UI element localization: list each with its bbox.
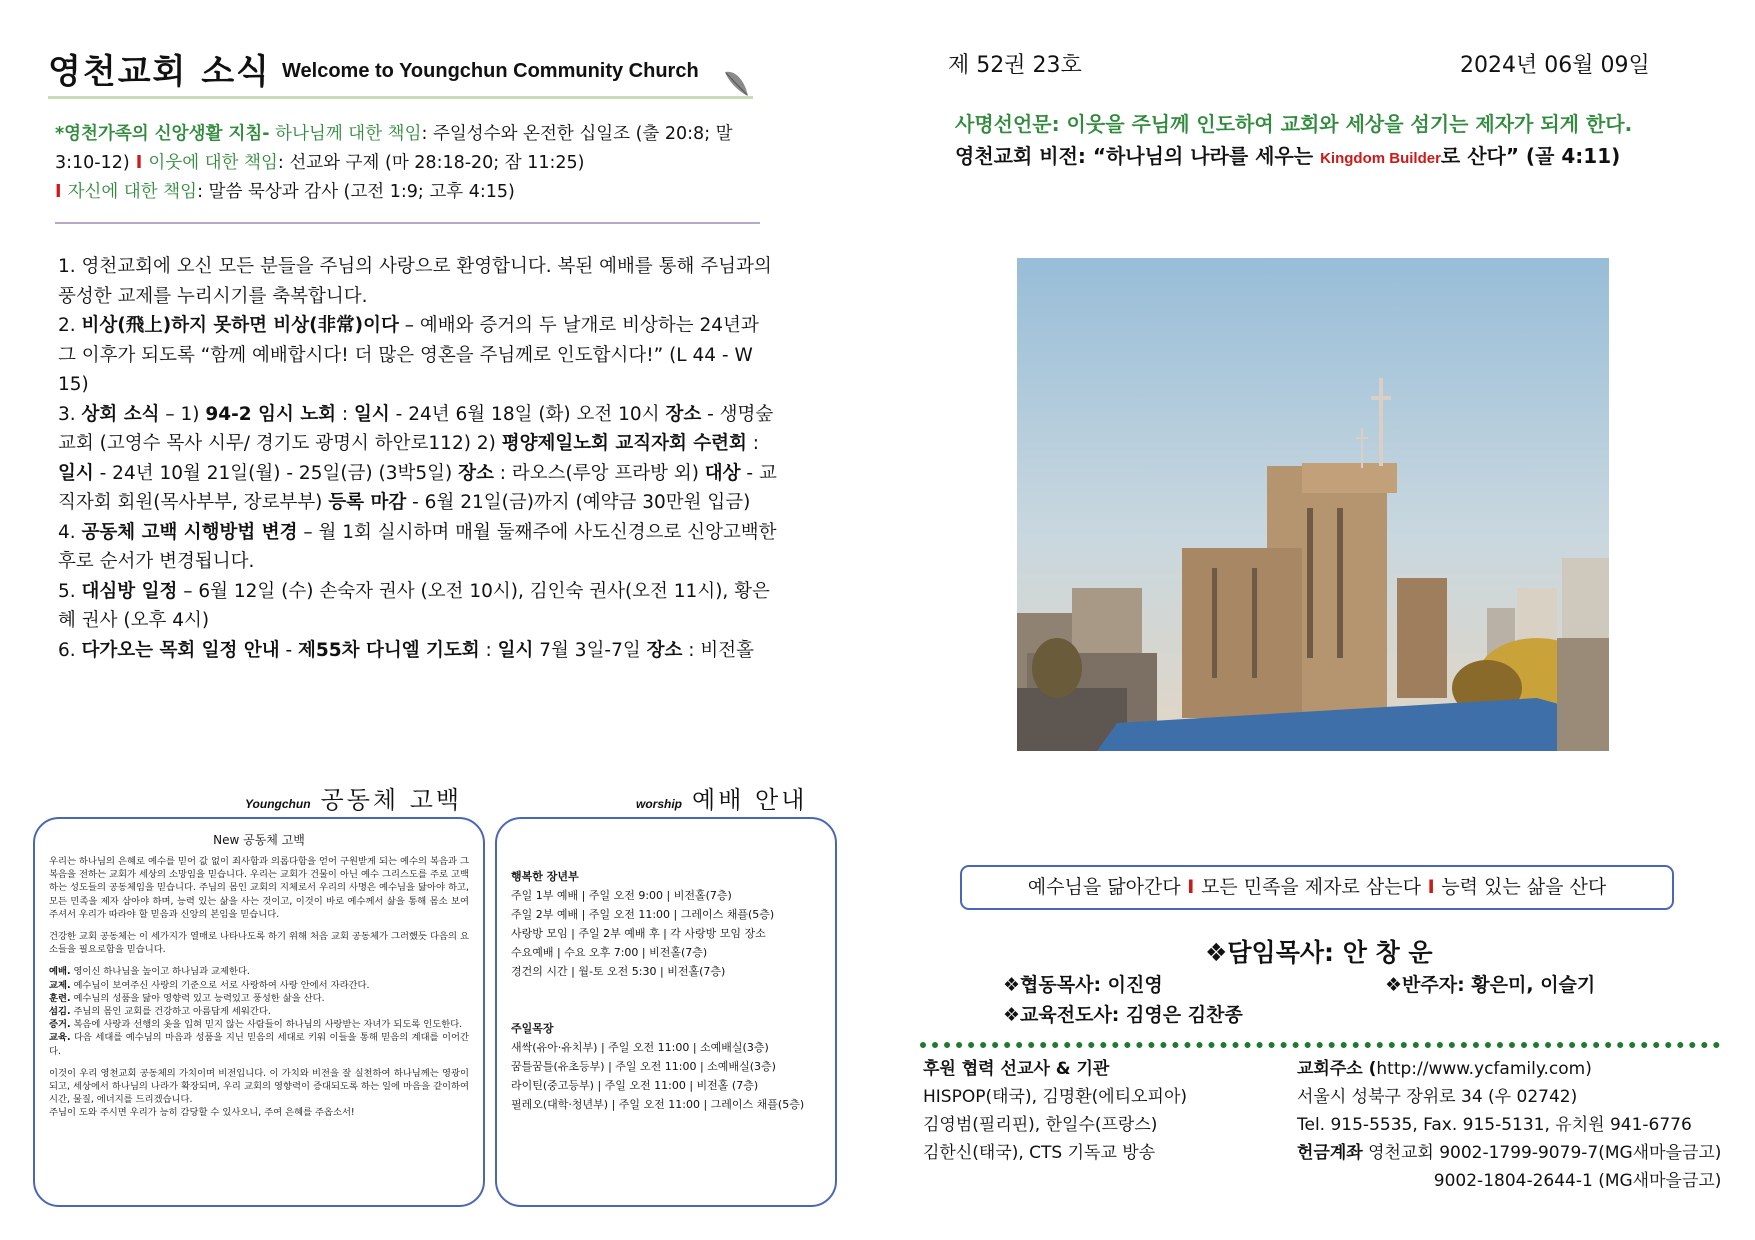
address-heading: 교회주소 (http://www.ycfamily.com) bbox=[1297, 1059, 1592, 1079]
guideline-god-text: : 주일성수와 온전한 십일조 (출 20:8; 말 3:10-12) bbox=[55, 124, 733, 173]
senior-pastor: ❖담임목사: 안 창 운 bbox=[1205, 938, 1433, 967]
vision-statement: 영천교회 비전: “하나님의 나라를 세우는 Kingdom Builder로 산다” (골 4:11) bbox=[955, 144, 1621, 168]
faith-guidelines bbox=[55, 120, 765, 207]
supported-missionaries bbox=[923, 1055, 1187, 1167]
schedule-row: 꿈틀꿈틀(유초등부) | 주일 오전 11:00 | 소예배실(3층) bbox=[511, 1060, 776, 1073]
guideline-god-label: 하나님께 대한 책임 bbox=[269, 124, 422, 144]
church-building-photo bbox=[1017, 258, 1609, 751]
support-line: 김영범(필리핀), 한일수(프랑스) bbox=[923, 1115, 1158, 1135]
announcement-3: 3. 상회 소식 – 1) 94-2 임시 노회 : 일시 - 24년 6월 18일 (화) 오전 10시 장소 - 생명숲교회 (고영수 목사 시무/ 경기도 광명시 하안로112) 2) 평양제일노회 교직자회 수련회 : 일시 - 24년 10월 21일(월) - 25일(금) (3박5일) 장소 : 라오스(루앙 프라방 외) 대상 - 교직자회 회원(목사부부, 장로부부) 등록 마감 - 6월 21일(금)까지 (예약금 30만원 입금) bbox=[58, 403, 777, 513]
announcement-6: 6. 다가오는 목회 일정 안내 - 제55차 다니엘 기도회 : 일시 7월 3일-7일 장소 : 비전홀 bbox=[58, 639, 754, 661]
support-heading: 후원 협력 선교사 & 기관 bbox=[923, 1059, 1110, 1079]
church-address bbox=[1297, 1055, 1721, 1195]
confession-box bbox=[33, 817, 485, 1207]
guidelines-lead: *영천가족의 신앙생활 지침- bbox=[55, 124, 270, 144]
phone-numbers: Tel. 915-5535, Fax. 915-5131, 유치원 941-6776 bbox=[1297, 1115, 1692, 1135]
support-line: HISPOP(태국), 김명환(에티오피아) bbox=[923, 1087, 1188, 1107]
postal-address: 서울시 성북구 장위로 34 (우 02742) bbox=[1297, 1087, 1578, 1107]
guideline-self-label: 자신에 대한 책임 bbox=[67, 182, 198, 202]
schedule-row: 경건의 시간 | 월-토 오전 5:30 | 비전홀(7층) bbox=[511, 965, 726, 978]
guideline-self-text: : 말씀 묵상과 감사 (고전 1:9; 고후 4:15) bbox=[197, 182, 515, 202]
offering-account: 헌금계좌 영천교회 9002-1799-9079-7(MG새마을금고) bbox=[1297, 1143, 1722, 1163]
confession-paragraph: 건강한 교회 공동체는 이 세가지가 열매로 나타나도록 하기 위해 처음 교회 공동체가 그러했듯 다음의 요소들을 필요로함을 믿습니다. bbox=[49, 931, 469, 956]
announcement-4: 4. 공동체 고백 시행방법 변경 – 월 1회 실시하며 매월 둘째주에 사도신경으로 신앙고백한 후로 순서가 변경됩니다. bbox=[58, 521, 777, 572]
header-divider bbox=[48, 96, 753, 99]
church-motto: 예수님을 닮아간다 I 모든 민족을 제자로 삼는다 I 능력 있는 삶을 산다 bbox=[960, 865, 1674, 910]
newsletter-subtitle: Welcome to Youngchun Community Church bbox=[282, 60, 699, 82]
issue-number: 제 52권 23호 bbox=[948, 53, 1082, 78]
guideline-neighbor-text: : 선교와 구제 (마 28:18-20; 잠 11:25) bbox=[277, 153, 585, 173]
accompanist: ❖반주자: 황은미, 이슬기 bbox=[1385, 974, 1596, 996]
schedule-row: 라이틴(중고등부) | 주일 오전 11:00 | 비전홀 (7층) bbox=[511, 1079, 759, 1092]
guidelines-divider bbox=[55, 222, 760, 224]
worship-section-label: worship 예배 안내 bbox=[636, 786, 808, 814]
mission-statement: 사명선언문: 이웃을 주님께 인도하여 교회와 세상을 섬기는 제자가 되게 한다. bbox=[955, 112, 1633, 136]
worship-box bbox=[495, 817, 837, 1207]
confession-paragraph: 주님이 도와 주시면 우리가 능히 감당할 수 있사오니, 주여 은혜를 주옵소서! bbox=[49, 1107, 355, 1119]
confession-title: New 공동체 고백 bbox=[213, 833, 305, 847]
schedule-row: 주일 1부 예배 | 주일 오전 9:00 | 비전홀(7층) bbox=[511, 889, 732, 902]
confession-paragraph: 우리는 하나님의 은혜로 예수를 믿어 값 없이 죄사함과 의롭다함을 얻어 구원받게 되는 예수의 복음과 그 복음을 전하는 교회가 세상의 소망임을 믿습니다. 우리는 교회가 건물이 아닌 예수 그리스도를 주로 고백하는 성도들의 공동체임을 믿습니다. 주님의 몸인 교회의 지체로서 우리의 사명은 예수님을 닮아야 하고, 모든 민족을 제자 삼아야 하며, 능력 있는 삶을 사는 것이고, 이것이 바로 예수께서 삶을 통해 몸소 보여주셔서 우리가 따라야 할 믿음과 신앙의 본임을 믿습니다. bbox=[49, 856, 469, 920]
schedule-row: 주일 2부 예배 | 주일 오전 11:00 | 그레이스 채플(5층) bbox=[511, 908, 775, 921]
website-link[interactable]: http://www.ycfamily.com) bbox=[1376, 1059, 1592, 1079]
schedule-row: 새싹(유아·유치부) | 주일 오전 11:00 | 소예배실(3층) bbox=[511, 1041, 769, 1054]
support-line: 김한신(태국), CTS 기독교 방송 bbox=[923, 1143, 1156, 1163]
dotted-divider bbox=[920, 1042, 1720, 1048]
newsletter-title: 영천교회 소식 bbox=[48, 52, 271, 92]
announcement-2: 2. 비상(飛上)하지 못하면 비상(非常)이다 – 예배와 증거의 두 날개로 비상하는 24년과 그 이후가 되도록 “함께 예배합시다! 더 많은 영혼을 주님께로 인도합시다!” (L 44 - W 15) bbox=[58, 315, 759, 395]
sunday-school-heading: 주일목장 bbox=[511, 1022, 554, 1035]
adult-dept-heading: 행복한 장년부 bbox=[511, 870, 579, 883]
guideline-separator: I bbox=[55, 182, 68, 202]
schedule-row: 수요예배 | 수요 오후 7:00 | 비전홀(7층) bbox=[511, 946, 708, 959]
schedule-row: 필레오(대학·청년부) | 주일 오전 11:00 | 그레이스 채플(5층) bbox=[511, 1098, 805, 1111]
offering-account-2: 9002-1804-2644-1 (MG새마을금고) bbox=[1433, 1171, 1722, 1191]
worship-schedule bbox=[511, 857, 831, 1114]
announcement-5: 5. 대심방 일정 – 6월 12일 (수) 손숙자 권사 (오전 10시), 김인숙 권사(오전 11시), 황은혜 권사 (오후 4시) bbox=[58, 580, 770, 631]
feather-icon bbox=[722, 66, 752, 100]
announcements bbox=[58, 252, 778, 665]
issue-date: 2024년 06월 09일 bbox=[1460, 53, 1650, 78]
guideline-neighbor-label: 이웃에 대한 책임 bbox=[148, 153, 278, 173]
confession-paragraph: 이것이 우리 영천교회 공동체의 가치이며 비전입니다. 이 가치와 비전을 잘 실천하여 하나님께는 영광이 되고, 세상에서 하나님의 나라가 확장되며, 우리 교회의 영향력이 증대되도록 하는 일에 마음을 같이하여 시간, 물질, 에너지를 드리겠습니다. bbox=[49, 1067, 469, 1106]
education-evangelist: ❖교육전도사: 김영은 김찬종 bbox=[1003, 1004, 1243, 1026]
associate-pastor: ❖협동목사: 이진영 bbox=[1003, 974, 1163, 996]
guideline-separator: I bbox=[129, 153, 149, 173]
confession-section-label: Youngchun 공동체 고백 bbox=[245, 786, 463, 814]
confession-list: 예배. 영이신 하나님을 높이고 하나님과 교제한다. 교제. 예수님이 보여주신 사랑의 기준으로 서로 사랑하여 사랑 안에서 자라간다. 훈련. 예수님의 성품을 닮아 영향력 있고 능력있고 풍성한 삶을 산다. 섬김. 주님의 몸인 교회를 건강하고 아름답게 세워간다. 증거. 복음에 사랑과 선행의 옷을 입혀 믿지 않는 사람들이 하나님의 사랑받는 자녀가 되도록 인도한다. 교육. 다음 세대를 예수님의 마음과 성품을 지닌 믿음의 세대로 키워 이들을 통해 믿음의 계대를 이어간다. bbox=[49, 966, 469, 1057]
confession-body bbox=[49, 855, 469, 1129]
announcement-1: 1. 영천교회에 오신 모든 분들을 주님의 사랑으로 환영합니다. 복된 예배를 통해 주님과의 풍성한 교제를 누리시기를 축복합니다. bbox=[58, 256, 772, 307]
schedule-row: 사랑방 모임 | 주일 2부 예배 후 | 각 사랑방 모임 장소 bbox=[511, 927, 766, 940]
